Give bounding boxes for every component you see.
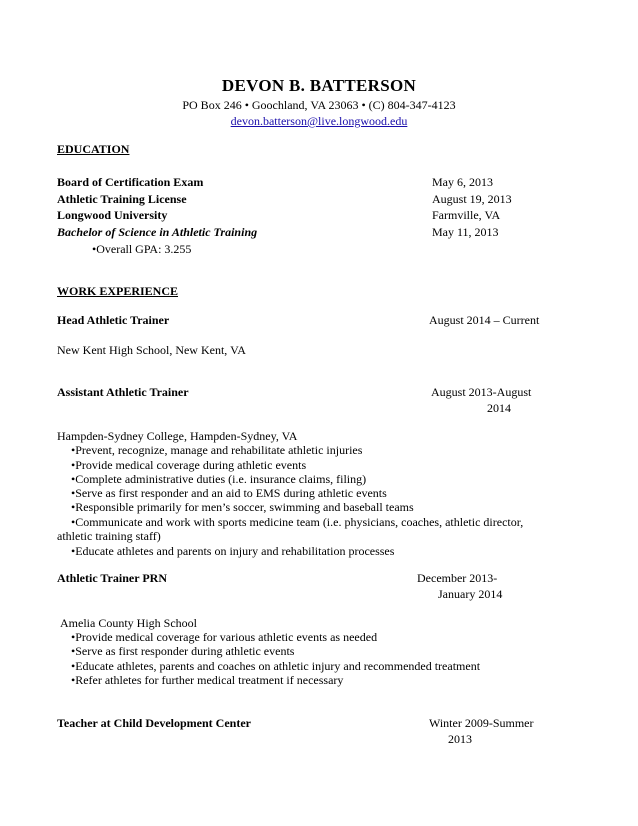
candidate-name: DEVON B. BATTERSON xyxy=(221,76,417,95)
job-bullet: •Educate athletes and parents on injury and rehabilitation processes xyxy=(71,544,395,558)
job-bullet: •Complete administrative duties (i.e. insurance claims, filing) xyxy=(71,472,367,486)
email-link-wrapper xyxy=(0,114,638,128)
job-date: Winter 2009-Summer xyxy=(429,716,534,730)
job-bullet: •Refer athletes for further medical treatment if necessary xyxy=(71,673,344,687)
education-item-title: Board of Certification Exam xyxy=(57,175,204,189)
education-item-date: May 6, 2013 xyxy=(432,175,493,189)
education-degree: Bachelor of Science in Athletic Training xyxy=(57,225,258,239)
education-item-date: May 11, 2013 xyxy=(432,225,499,239)
job-title: Assistant Athletic Trainer xyxy=(57,385,189,399)
job-date: August 2013-August xyxy=(431,385,532,399)
job-organization: New Kent High School, New Kent, VA xyxy=(57,343,246,357)
job-bullet: •Educate athletes, parents and coaches on athletic injury and recommended treatment xyxy=(71,659,481,673)
job-organization: Hampden-Sydney College, Hampden-Sydney, VA xyxy=(57,429,298,443)
email-link[interactable]: devon.batterson@live.longwood.edu xyxy=(230,114,408,128)
education-gpa: •Overall GPA: 3.255 xyxy=(92,242,192,256)
job-organization: Amelia County High School xyxy=(60,616,197,630)
job-bullet: •Responsible primarily for men’s soccer, swimming and baseball teams xyxy=(71,500,414,514)
job-date: December 2013- xyxy=(417,571,498,585)
job-bullet: •Serve as first responder and an aid to EMS during athletic events xyxy=(71,486,387,500)
job-date-continued: 2013 xyxy=(448,732,472,746)
education-heading: EDUCATION xyxy=(57,142,130,156)
job-title: Head Athletic Trainer xyxy=(57,313,170,327)
job-bullet: •Provide medical coverage for various athletic events as needed xyxy=(71,630,378,644)
job-bullet: •Prevent, recognize, manage and rehabilitate athletic injuries xyxy=(71,443,363,457)
job-bullet-continued: athletic training staff) xyxy=(57,529,161,543)
job-bullet: •Provide medical coverage during athletic events xyxy=(71,458,307,472)
job-title: Teacher at Child Development Center xyxy=(57,716,251,730)
education-item-title: Longwood University xyxy=(57,208,168,222)
job-date-continued: January 2014 xyxy=(438,587,503,601)
education-item-location: Farmville, VA xyxy=(432,208,501,222)
contact-line: PO Box 246 • Goochland, VA 23063 • (C) 804-347-4123 xyxy=(182,98,456,112)
education-item-date: August 19, 2013 xyxy=(432,192,512,206)
job-bullet: •Communicate and work with sports medicine team (i.e. physicians, coaches, athletic director, xyxy=(71,515,524,529)
education-item-title: Athletic Training License xyxy=(57,192,187,206)
job-date: August 2014 – Current xyxy=(429,313,540,327)
work-experience-heading: WORK EXPERIENCE xyxy=(57,284,179,298)
job-title: Athletic Trainer PRN xyxy=(57,571,167,585)
job-bullet: •Serve as first responder during athletic events xyxy=(71,644,295,658)
job-date-continued: 2014 xyxy=(487,401,511,415)
